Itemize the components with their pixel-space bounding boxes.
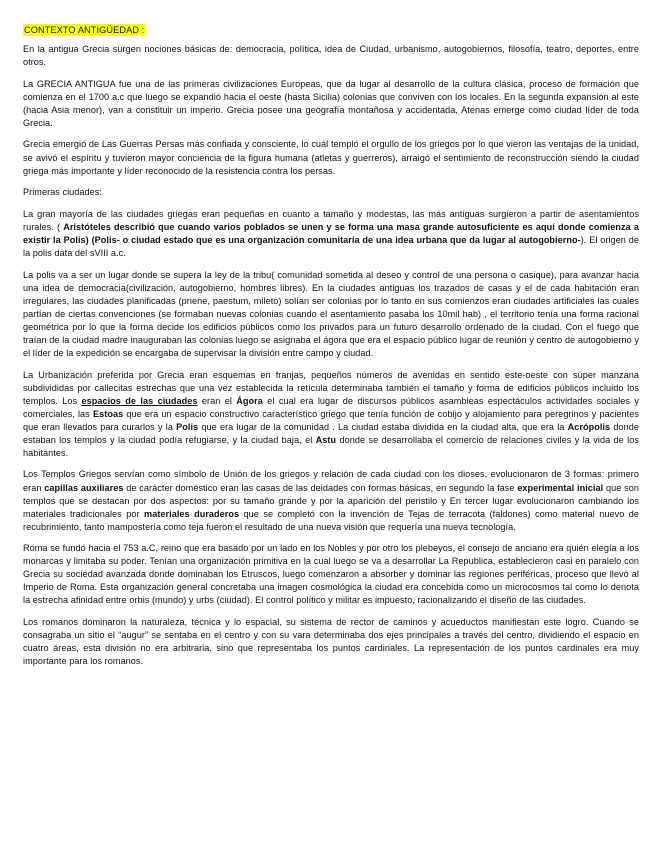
text-run: que son templos que se destacan por dos aspectos: por su tamaño grande y por la aparición del peristilo y En tercer lugar evolucionaron cambiando los materiales tradicionales por — [23, 482, 639, 519]
text-run: de carácter doméstico eran las casas de las deidades con formas básicas, en segundo la fase — [123, 482, 518, 493]
text-run: que era un espacio constructivo característico griego que tenía función de cobijo y alojamiento para peregrinos y pacientes que eran llevados para curarlos y la — [23, 408, 639, 432]
bold-underline-run: espacios de las ciudades — [81, 395, 198, 406]
bold-run: materiales duraderos — [144, 508, 240, 519]
text-run: eran el — [197, 395, 237, 406]
text-run: el cual era lugar de discursos públicos asambleas espectáculos actividades sociales y comerciales, las — [23, 395, 639, 419]
text-run: que se completó con la invención de Tejas de terracota (faldones) como material nuevo de recubrimiento, tanto mampostería como teja fueron el resultado de una nueva visión que requería una nueva tecnología. — [23, 508, 639, 532]
bold-run: Astu — [315, 434, 337, 445]
text-run: La gran mayoría de las ciudades griegas eran pequeñas en cuanto a tamaño y modestas, las más antiguas surgieron a partir de asentamientos rurales. ( — [23, 208, 639, 232]
text-run: que era lugar de la comunidad . La ciudad estaba dividida en la ciudad alta, que era la — [198, 421, 568, 432]
bold-run: Estoas — [92, 408, 124, 419]
bold-run: experimental inicial — [517, 482, 604, 493]
bold-run: Polis — [176, 421, 199, 432]
paragraph-guerras-persas: Grecia emergió de Las Guerras Persas más confiada y consciente, lo cuál templó el orgullo de los griegos por lo que vieron las ventajas de la unidad, se avivó el espíritu y tuvieron mayor conciencia de la figura humana (atletas y guerreros), arraigó el sentimiento de reconstrucción siendo la ciudad griega más importante y líder reconocido de la resistencia contra los persas. — [23, 139, 639, 176]
paragraph-romanos: Los romanos dominaron la naturaleza, técnica y lo espacial, su sistema de rector de caminos y acueductos manifiestan este logro. Cuando se consagraba un sitio el “augur” se sentaba en el centro y con su vara determinaba dos ejes principales a través del centro, dividiendo el espacio en cuatro áreas, esta división no era arbitraria, sino que representaba los puntos cardinales. La representación de los puntos cardinales era muy importante para los romanos. — [23, 617, 639, 667]
section-heading: CONTEXTO ANTIGÜEDAD : — [24, 25, 145, 35]
paragraph-polis-origen — [23, 208, 639, 260]
paragraph-primeras-ciudades-label: Primeras ciudades: — [23, 187, 103, 198]
page-bottom-edge — [0, 832, 655, 848]
bold-run: Ágora — [236, 395, 263, 406]
paragraph-templos — [23, 468, 639, 533]
text-run: ). El origen de la polis data del sVIII a.c. — [23, 234, 640, 258]
bold-run: Acrópolis — [567, 421, 611, 432]
bold-run: Aristóteles describió que cuando varios poblados se unen y se forma una masa grande autosuficiente es aquí donde comienza a existir la Polis) (Polis- o ciudad estado que es una organización comunitaria de una idea urbana que da lugar al autogobierno- — [23, 221, 639, 245]
text-run: donde se desarrollaba el comercio de relaciones civiles y la vida de los habitantes. — [23, 434, 639, 458]
bold-run: capillas auxiliares — [44, 482, 124, 493]
paragraph-urbanizacion — [23, 369, 639, 460]
text-run: donde estaban los templos y la ciudad podía refugiarse, y la ciudad baja, el — [23, 421, 639, 445]
text-run: Los Templos Griegos servían como símbolo de Unión de los griegos y relación de cada ciudad con los dioses, evolucionaron de 3 formas: primero eran — [23, 469, 639, 493]
text-run: La Urbanización preferida por Grecia eran esquemas en franjas, pequeños números de avenidas en sentido este-oeste con súper manzana subdivididas por callecitas estrechas que una vez establecida la retícula determinaba también el tamaño y forma de edificios públicos incluido los templos. Los — [23, 369, 639, 406]
paragraph-polis: La polis va a ser un lugar donde se supera la ley de la tribu( comunidad sometida al deseo y control de una persona o casique), para avanzar hacia una idea de democracia(civilización, autogobierno, hombres libres). En la ciudades antiguas los trazados de casas y el de cada habitación eran irregulares, las ciudades planificadas (priene, paestum, mileto) solían ser colonias por lo tanto en sus comienzos eran ciudades artificiales las cuales partían de ciertas convenciones (se formaban nuevas colonias cuando el asentamiento pasaba los 10mil hab) , el territorio tenía una forma racional geométrica por lo que la forma decide los edificios públicos como los privados para un futuro desarrollo ordenado de la ciudad. Con el fuego que traían de la ciudad madre inauguraban las colonias luego se asignaba el ágora que era el espacio público lugar de reunión y centro de autogobierno y el líder de la expedición se encargaba de supervisar la división entre campo y ciudad. — [23, 269, 639, 358]
paragraph-grecia-antigua: La GRECIA ANTIGUA fue una de las primeras civilizaciones Europeas, que da lugar al desarrollo de la cultura clásica, proceso de formación que comienza en el 1700 a.c que luego se expandió hacia el oeste (hasta Sicilia) colonias que conviven con los locales. En la segunda expansión al este (hacia Asia menor), van a constituir un imperio. Grecia posee una geografía montañosa y accidentada, Atenas emerge como ciudad líder de toda Grecia. — [23, 78, 639, 128]
paragraph-intro: En la antigua Grecia surgen nociones básicas de: democracia, política, idea de Ciudad, urbanismo, autogobiernos, filosofía, teatro, deportes, entre otros. — [23, 44, 639, 68]
paragraph-roma: Roma se fundó hacia el 753 a.C, reino que era basado por un lado en los Nobles y por otro los plebeyos, el consejo de anciano era quién elegía a los monarcas y limitaba su poder. Tenían una organización primitiva en la cual luego se va a desarrollar La Republica, establecieron casi en paralelo con Grecia su sociedad avanzada donde dominaban los Etruscos, luego comenzaron a absorber y dominar las regiones periféricas, proceso que llevó al Imperio de Roma. Esta organización general concretaba una imagen cosmológica la ciudad era concebida como un microcosmos tal como lo denota la estrecha afinidad entre orbis (mundo) y urbs (ciudad). El control político y militar es impuesto, racionalizando el diseño de las ciudades. — [23, 543, 639, 606]
